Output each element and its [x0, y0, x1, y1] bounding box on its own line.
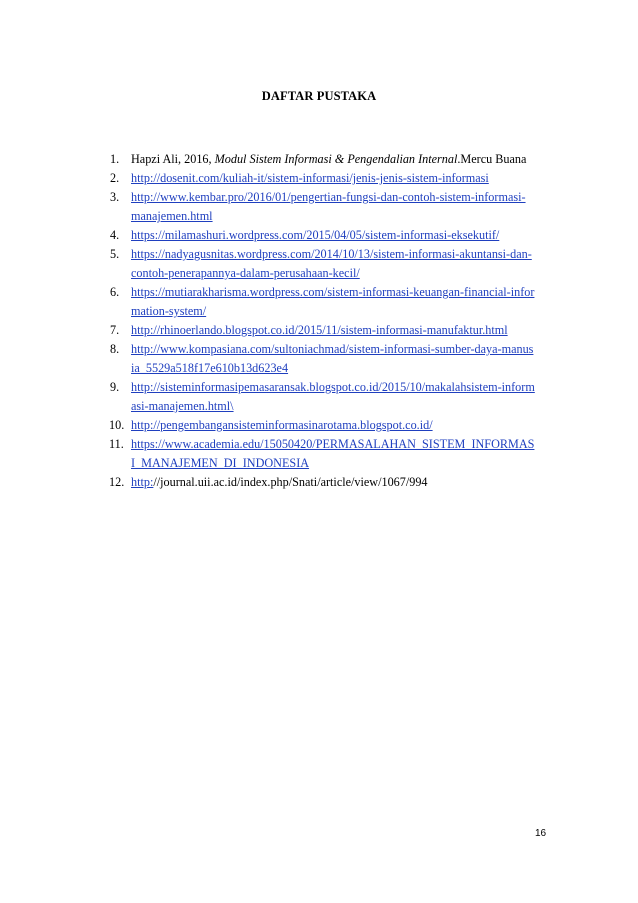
list-item [110, 435, 535, 473]
reference-link[interactable]: https://nadyagusnitas.wordpress.com/2014/10/13/sistem-informasi-akuntansi-dan-contoh-penerapannya-dalam-perusahaan-kecil/ [131, 247, 532, 280]
reference-link[interactable]: http://sisteminformasipemasaransak.blogspot.co.id/2015/10/makalahsistem-informasi-manajemen.html\ [131, 380, 535, 413]
item-number: 7. [110, 323, 120, 337]
item-number: 5. [110, 247, 120, 261]
list-item [110, 169, 535, 188]
reference-link[interactable]: http://pengembangansisteminformasinarotama.blogspot.co.id/ [131, 418, 433, 432]
list-item [110, 378, 535, 416]
page-number: 16 [535, 828, 547, 839]
item-number: 9. [110, 380, 120, 394]
list-item [110, 150, 535, 169]
reference-author: Hapzi Ali, 2016, [131, 152, 215, 166]
list-item [110, 188, 535, 226]
reference-link[interactable]: https://milamashuri.wordpress.com/2015/04/05/sistem-informasi-eksekutif/ [131, 228, 500, 242]
list-item [110, 340, 535, 378]
list-item [110, 226, 535, 245]
item-number: 2. [110, 171, 120, 185]
item-number: 3. [110, 190, 120, 204]
reference-link[interactable]: http://www.kompasiana.com/sultoniachmad/sistem-informasi-sumber-daya-manusia_5529a518f17e610b13d623e4 [131, 342, 534, 375]
reference-link[interactable]: https://mutiarakharisma.wordpress.com/sistem-informasi-keuangan-financial-information-system/ [131, 285, 535, 318]
item-number: 10. [109, 418, 125, 432]
item-number: 8. [110, 342, 120, 356]
item-number: 11. [109, 437, 124, 451]
reference-text: //journal.uii.ac.id/index.php/Snati/article/view/1067/994 [153, 475, 428, 489]
item-number: 4. [110, 228, 120, 242]
list-item [110, 321, 535, 340]
list-item [110, 473, 535, 492]
item-number: 6. [110, 285, 120, 299]
reference-list [110, 150, 535, 492]
reference-link[interactable]: http: [131, 475, 154, 489]
item-number: 1. [110, 152, 120, 166]
reference-publisher: .Mercu Buana [457, 152, 527, 166]
reference-link[interactable]: http://rhinoerlando.blogspot.co.id/2015/11/sistem-informasi-manufaktur.html [131, 323, 508, 337]
reference-link[interactable]: http://dosenit.com/kuliah-it/sistem-informasi/jenis-jenis-sistem-informasi [131, 171, 489, 185]
list-item [110, 283, 535, 321]
reference-link[interactable]: https://www.academia.edu/15050420/PERMASALAHAN_SISTEM_INFORMASI_MANAJEMEN_DI_INDONESIA [131, 437, 535, 470]
item-number: 12. [109, 475, 125, 489]
reference-title: Modul Sistem Informasi & Pengendalian Internal [214, 152, 458, 166]
reference-link[interactable]: http://www.kembar.pro/2016/01/pengertian-fungsi-dan-contoh-sistem-informasi-manajemen.html [131, 190, 526, 223]
page-title: DAFTAR PUSTAKA [261, 89, 377, 103]
list-item [110, 416, 535, 435]
list-item [110, 245, 535, 283]
